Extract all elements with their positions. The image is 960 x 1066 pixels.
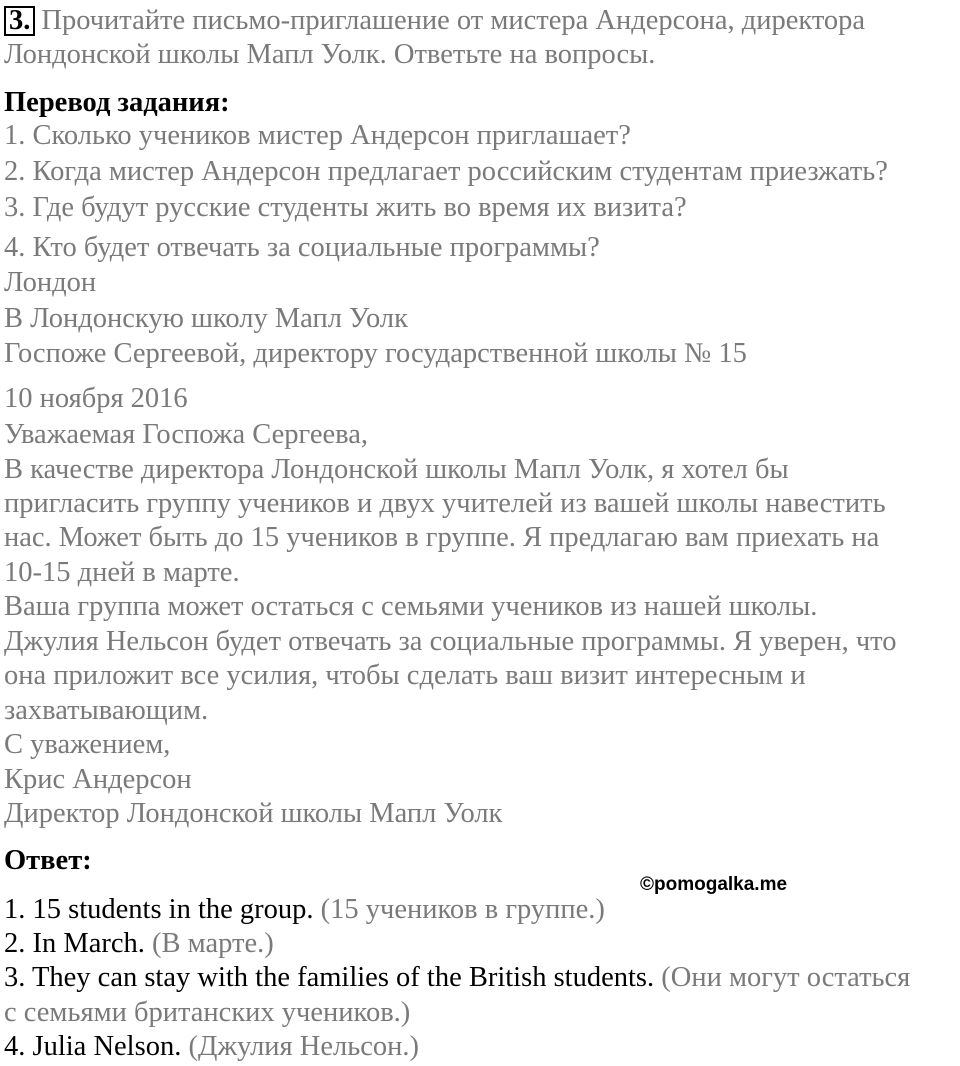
letter-line: В качестве директора Лондонской школы Мапл Уолк, я хотел бы bbox=[4, 454, 789, 485]
letter-line: В Лондонскую школу Мапл Уолк bbox=[4, 303, 408, 334]
letter-line: пригласить группу учеников и двух учителей из вашей школы навестить bbox=[4, 488, 886, 519]
letter-line: захватывающим. bbox=[4, 695, 209, 726]
task-text-1: Прочитайте письмо-приглашение от мистера Андерсона, директора bbox=[41, 5, 866, 36]
answer-4-ru: (Джулия Нельсон.) bbox=[188, 1031, 419, 1062]
letter-line: Ваша группа может остаться с семьями учеников из нашей школы. bbox=[4, 591, 818, 622]
task-number-box: 3. bbox=[4, 6, 35, 36]
question-1: 1. Сколько учеников мистер Андерсон приглашает? bbox=[4, 120, 631, 151]
answer-1-en: 1. 15 students in the group. bbox=[4, 894, 314, 925]
answer-3-ru-2: с семьями британских учеников.) bbox=[4, 997, 411, 1028]
letter-signature-title: Директор Лондонской школы Мапл Уолк bbox=[4, 798, 503, 829]
answer-2 bbox=[4, 927, 274, 961]
letter-line: Госпоже Сергеевой, директору государственной школы № 15 bbox=[4, 338, 747, 369]
answer-1 bbox=[4, 893, 605, 927]
answer-2-ru: (В марте.) bbox=[152, 928, 274, 959]
question-2: 2. Когда мистер Андерсон предлагает российским студентам приезжать? bbox=[4, 156, 888, 187]
question-4: 4. Кто будет отвечать за социальные программы? bbox=[4, 232, 600, 263]
answer-3-ru-1: (Они могут остаться bbox=[661, 962, 911, 993]
letter-signature-name: Крис Андерсон bbox=[4, 764, 192, 795]
watermark: ©pomogalka.me bbox=[640, 874, 788, 895]
translation-heading: Перевод задания: bbox=[4, 87, 230, 118]
letter-line: Джулия Нельсон будет отвечать за социальные программы. Я уверен, что bbox=[4, 626, 897, 657]
letter-date: 10 ноября 2016 bbox=[4, 383, 188, 414]
answer-1-ru: (15 учеников в группе.) bbox=[320, 894, 605, 925]
letter-line: Лондон bbox=[4, 267, 97, 298]
answer-heading: Ответ: bbox=[4, 845, 92, 876]
letter-line: нас. Может быть до 15 учеников в группе. Я предлагаю вам приехать на bbox=[4, 522, 880, 553]
letter-line: 10-15 дней в марте. bbox=[4, 557, 240, 588]
answer-3 bbox=[4, 961, 910, 995]
answer-2-en: 2. In March. bbox=[4, 928, 145, 959]
letter-line: Уважаемая Госпожа Сергеева, bbox=[4, 419, 368, 450]
answer-4 bbox=[4, 1030, 419, 1064]
letter-line: С уважением, bbox=[4, 729, 171, 760]
answer-4-en: 4. Julia Nelson. bbox=[4, 1031, 182, 1062]
task-line-1 bbox=[4, 4, 865, 38]
letter-line: она приложит все усилия, чтобы сделать ваш визит интересным и bbox=[4, 660, 806, 691]
question-3: 3. Где будут русские студенты жить во время их визита? bbox=[4, 192, 687, 223]
answer-3-en: 3. They can stay with the families of the British students. bbox=[4, 962, 655, 993]
task-text-2: Лондонской школы Мапл Уолк. Ответьте на вопросы. bbox=[4, 39, 656, 70]
